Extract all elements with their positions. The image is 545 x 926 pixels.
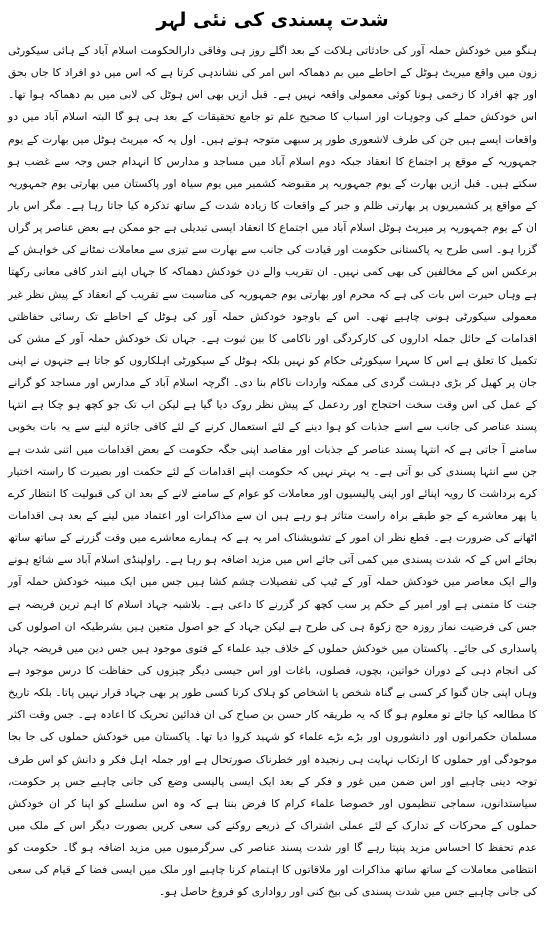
article-body: ہنگو میں خودکش حملہ آور کی حادثاتی ہلاکت کے بعد اگلے روز ہی وفاقی دارالحکومت اسلام آباد کے ہائی سیکورٹی زون میں واقع میریٹ ہوٹل کے احاطے میں بم دھماکہ اس امر کی نشاندہی کرتا ہے کہ اس میں دو افراد کا جاں بحق اور چھ افراد کا زخمی ہونا کوئی معمولی واقعہ نہیں ہے۔ قبل ازیں بھی اس ہوٹل کی لابی میں بم دھماکہ ہوا تھا۔ اس خودکش حملے کی وجوہات اور اسباب کا صحیح علم تو جامع تحقیقات کے بعد ہی ہو گا البتہ اسلام آباد میں دو واقعات ایسے ہیں جن کی طرف لاشعوری طور پر سبھی متوجہ ہوتے ہیں۔ اول یہ کہ میریٹ ہوٹل میں بھارت کے یوم جمہوریہ کے موقع پر اجتماع کا انعقاد جبکہ دوم اسلام آباد میں مساجد و مدارس کا انہدام جس وجہ سے غضب ہو سکتے ہیں۔ قبل ازیں بھارت کے یوم جمہوریہ پر مقبوضہ کشمیر میں یوم سیاہ اور پاکستان میں بھارتی یوم جمہوریہ کے مواقع پر کشمیریوں پر بھارتی ظلم و جبر کے واقعات کا زیادہ شدت کے ساتھ تذکرہ کیا جاتا رہا ہے۔ مگر اس بار ان کے یوم جمہوریہ پر میریٹ ہوٹل اسلام آباد میں اجتماع کا انعقاد ایسی تبدیلی ہے جو ممکن ہے بعض عناصر پر گراں گزرا ہو۔ اسی طرح یہ پاکستانی حکومت اور قیادت کی جانب سے بھارت سے تیزی سے معاملات نمٹانے کی خواہش کے برعکس اس کے مخالفین کی بھی کمی نہیں۔ ان تقریب والے دن خودکش دھماکہ کا جہاں اپنے اندر کافی معانی رکھتا ہے وہاں حیرت اس بات کی ہے کہ محرم اور بھارتی یوم جمہوریہ کی مناسبت سے تقریب کے انعقاد کے پیش نظر غیر معمولی سیکورٹی ہونی چاہیے تھی۔ اس کے باوجود خودکش حملہ آور کی ہوٹل کے احاطے تک رسائی حفاظتی اقدامات کے حائل جملہ اداروں کی کارکردگی اور ناکامی کا بین ثبوت ہے۔ جہاں تک خودکش حملہ آور کے مشن کی تکمیل کا تعلق ہے اس کا سہرا سیکورٹی حکام کو نہیں بلکہ ہوٹل کے سیکورٹی اہلکاروں کو جاتا ہے جنہوں نے اپنی جان پر کھیل کر بڑی دہشت گردی کی ممکنہ واردات ناکام بنا دی۔ اگرچہ اسلام آباد کے مدارس اور مساجد کو گرانے کے عمل کی اس وقت سخت احتجاج اور ردعمل کے پیش نظر روک دیا گیا ہے لیکن اب تک جو کچھ ہو چکا ہے انتہا پسند عناصر کی جانب سے اسے جذبات کو ہوا دینے کے لئے استعمال کرنے کے لئے کافی جائزہ لینے سے یہ بات بخوبی سامنے آ جاتی ہے کہ انتہا پسند عناصر کے جذبات اور مقاصد اپنی جگہ حکومت کے بعض اقدامات میں اتنی شدت ہے جن سے انتہا پسندی کی بو آتی ہے۔ یہ بہتر نہیں کہ حکومت اپنے اقدامات کے لئے حکمت اور بصیرت کا راستہ اختیار کرے برداشت کا رویہ اپنائے اور اپنی پالیسیوں اور معاملات کو عوام کے سامنے لانے کے بعد ان کی قبولیت کا انتظار کرے یا پھر معاشرے کے جو طبقے براہ راست متاثر ہو رہے ہیں ان سے مذاکرات اور اعتماد میں لینے کے بعد ہی اقدامات اٹھانے کی ضرورت ہے۔ قطع نظر ان امور کے تشویشناک امر یہ ہے کہ ہمارے معاشرے میں وقت گزرنے کے ساتھ ساتھ بجائے اس کے کہ شدت پسندی میں کمی آتی جائے اس میں مزید اضافہ ہو رہا ہے۔ راولپنڈی اسلام آباد سے شائع ہونے والے ایک معاصر میں خودکش حملہ آور کے ٹیپ کی تفصیلات چشم کشا ہیں جس میں ایک مبینہ خودکش حملہ آور جنت کا متمنی ہے اور امیر کے حکم پر سب کچھ کر گزرنے کا داعی ہے۔ بلاشبہ جہاد اسلام کا اہم ترین فریضہ ہے جس کی فرضیت نماز روزہ حج زکوۃ ہی کی طرح ہے لیکن جہاد کے جو اصول متعین ہیں بشرطیکہ ان اصولوں کی پاسداری کی جائے۔ پاکستان میں خودکش حملوں کے خلاف جید علماء کے فتوی موجود ہیں جس دین میں فریضہ جہاد کی انجام دہی کے دوران خواتین، بچوں، فصلوں، باغات اور اس جیسی دیگر چیزوں کی حفاظت کا درس موجود ہے وہاں اپنی جان گنوا کر کسی بے گناہ شخص یا اشخاص کو ہلاک کرنا کسی طور پر بھی جہاد قرار نہیں پاتا۔ بلکہ تاریخ کا مطالعہ کیا جائے تو معلوم ہو گا کہ یہ طریقہ کار حسن بن صباح کی ان فدائین تحریک کا اعادہ ہے۔ جس وقت اکثر مسلمان حکمرانوں اور دانشوروں اور بڑے بڑے علماء کو شہید کروا دیا تھا۔ پاکستان میں خودکش حملوں کی جا بجا موجودگی اور حملوں کا ارتکاب نہایت ہی رنجیدہ اور خطرناک صورتحال ہے اور جملہ اہل فکر و دانش کو اس طرف توجہ دینی چاہیے اور اس ضمن میں غور و فکر کے بعد ایک ایسی پالیسی وضع کی جانی چاہیے جس پر حکومت، سیاستدانوں، سماجی تنظیموں اور خصوصا علماء کرام کا فرض بنتا ہے کہ وہ اس سلسلے کو اپنا کر ان خودکش حملوں کے محرکات کے تدارک کے لئے عملی اشتراک کے ذریعے روکنے کی سعی کریں بصورت دیگر اس کے ملک میں عدم تحفظ کا احساس مزید پنپتا رہے گا اور شدت پسند عناصر کی سرگرمیوں میں مزید اضافہ ہو گا۔ حکومت کو انتظامی معاملات کے ساتھ ساتھ مذاکرات اور ملاقاتوں کا اہتمام کرنا چاہیے اور ملک میں ایسی فضا کے قیام کی سعی کی جانی چاہیے جس میں شدت پسندی کی بیخ کنی اور رواداری کو فروغ حاصل ہو۔ [8, 44, 537, 899]
article-title: شدت پسندی کی نئی لہر [156, 9, 389, 31]
